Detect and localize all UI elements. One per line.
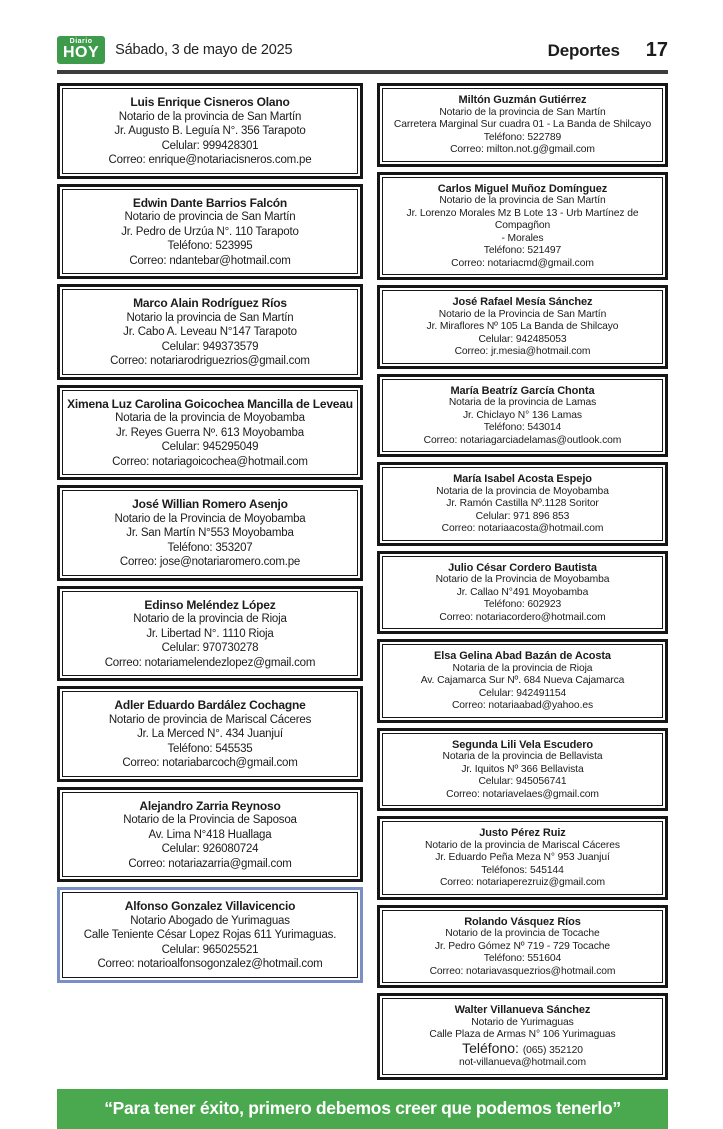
notary-detail-line: Teléfono: 543014 <box>483 422 562 433</box>
notary-card <box>377 83 668 167</box>
notary-detail-line: Correo: jr.mesia@hotmail.com <box>454 346 591 357</box>
notary-detail-line: Celular: 945295049 <box>161 441 259 453</box>
notary-name: Justo Pérez Ruiz <box>479 827 566 839</box>
notary-detail-line: Calle Teniente César Lopez Rojas 611 Yurimaguas. <box>83 929 337 941</box>
notary-card <box>57 284 363 380</box>
notary-card <box>377 551 668 635</box>
notary-card-inner <box>382 733 663 807</box>
notary-card <box>377 172 668 281</box>
notary-detail-line: Celular: 999428301 <box>161 139 259 152</box>
notary-card <box>377 728 668 812</box>
notary-name: Alfonso Gonzalez Villavicencio <box>124 899 296 913</box>
notary-name: María Isabel Acosta Espejo <box>453 473 592 485</box>
notary-detail-line: Jr. Libertad N°. 1110 Rioja <box>146 627 274 640</box>
notary-detail-line: Jr. Iquitos Nº 366 Bellavista <box>461 763 584 775</box>
notary-detail-line: Notario de la provincia de San Martín <box>439 195 606 206</box>
notary-detail-line: Jr. Reyes Guerra Nº. 613 Moyobamba <box>116 426 304 439</box>
right-column <box>377 83 668 1080</box>
header-right <box>548 39 668 62</box>
notary-name: Ximena Luz Carolina Goicochea Mancilla de Leveau <box>67 396 353 411</box>
notary-card-inner <box>62 189 358 275</box>
notary-detail-line: Celular: 949373579 <box>161 340 259 353</box>
notary-card <box>377 285 668 369</box>
notary-detail-line: Notario de la Provincia de Saposoa <box>123 814 297 826</box>
notary-name: Alejandro Zarria Reynoso <box>139 798 281 813</box>
notary-detail-line: Correo: notariacordero@hotmail.com <box>439 611 606 623</box>
notary-detail-line: Celular: 942491154 <box>478 687 567 699</box>
notary-detail-line: Jr. Cabo A. Leveau N°147 Tarapoto <box>123 326 297 338</box>
notary-name: Edinso Meléndez López <box>144 597 276 612</box>
notary-detail-line: Notario de la provincia de San Martín <box>439 106 606 118</box>
notary-detail-line: Jr. Chiclayo N° 136 Lamas <box>463 409 582 421</box>
listings-columns <box>57 83 668 1080</box>
logo-top-text: Diario <box>69 38 93 45</box>
notary-detail-line: Notario de la provincia de San Martín <box>118 110 302 123</box>
notary-detail-line: Notaria de la provincia de Bellavista <box>442 751 603 762</box>
notary-card <box>57 485 363 581</box>
notary-detail-line: Correo: notariavasquezrios@hotmail.com <box>429 965 616 977</box>
notary-card <box>57 686 363 782</box>
notary-detail-line: Jr. Miraflores Nº 105 La Banda de Shilcayo <box>426 321 619 332</box>
notary-detail-line: not-villanueva@hotmail.com <box>459 1057 586 1068</box>
notary-detail-line: Jr. Lorenzo Morales Mz B Lote 13 - Urb Martínez de Compagñon <box>406 207 639 231</box>
notary-card-inner <box>62 691 358 777</box>
notary-detail-line: Correo: milton.not.g@gmail.com <box>450 144 595 155</box>
notary-card <box>377 639 668 723</box>
notary-detail-line: Av. Cajamarca Sur Nº. 684 Nueva Cajamarca <box>420 675 625 686</box>
notary-card <box>57 887 363 983</box>
notary-detail-line: Correo: notariacmd@gmail.com <box>451 257 594 269</box>
notary-detail-line: Carretera Marginal Sur cuadra 01 - La Banda de Shilcayo <box>393 119 652 130</box>
notary-name: Segunda Lili Vela Escudero <box>451 738 594 751</box>
notary-card <box>57 586 363 682</box>
diario-hoy-logo <box>57 36 105 64</box>
notary-card-inner <box>62 892 358 978</box>
notary-detail-line: Correo: notariagarciadelamas@outlook.com <box>423 434 622 446</box>
notary-detail-line: Teléfonos: 545144 <box>481 864 564 876</box>
notary-detail-line: Av. Lima N°418 Huallaga <box>148 828 272 841</box>
notary-detail-line: Correo: notariagoicochea@hotmail.com <box>112 455 308 468</box>
notary-detail-line: Notaria de la provincia de Rioja <box>452 662 593 674</box>
notary-detail-line: Teléfono: 602923 <box>483 599 562 610</box>
notary-detail-line: Celular: 965025521 <box>161 943 259 956</box>
notary-detail-line: Notario de provincia de San Martín <box>124 211 296 223</box>
notary-detail-line: Jr. Eduardo Peña Meza N° 953 Juanjuí <box>435 852 610 863</box>
notary-name: Luis Enrique Cisneros Olano <box>130 95 290 109</box>
notary-detail-line: Notario la provincia de San Martín <box>126 311 294 324</box>
notary-detail-line: Jr. La Merced N°. 434 Juanjuí <box>137 728 283 740</box>
notary-detail-line: Jr. Ramón Castilla Nº.1128 Soritor <box>446 498 599 509</box>
edition-date: Sábado, 3 de mayo de 2025 <box>115 42 293 58</box>
notary-card <box>57 184 363 280</box>
notary-detail-line: Notario de la provincia de Tocache <box>445 928 600 939</box>
notary-name: María Beatríz García Chonta <box>450 384 595 397</box>
notary-detail-line: Notario de la Provincia de Moyobamba <box>114 512 306 525</box>
notary-name: Julio César Cordero Bautista <box>448 561 597 574</box>
footer-quote-bar <box>57 1089 668 1129</box>
notary-card-inner <box>382 556 663 630</box>
notary-card-inner <box>62 390 358 476</box>
notary-detail-line: Correo: notariaacosta@hotmail.com <box>441 523 604 534</box>
notary-card-inner <box>382 998 663 1075</box>
notary-card-inner <box>382 644 663 718</box>
notary-detail-line: Teléfono: 551604 <box>483 953 562 964</box>
notary-card <box>57 787 363 883</box>
notary-detail-line: Correo: notariaperezruiz@gmail.com <box>439 877 605 888</box>
notary-card-inner <box>382 467 663 541</box>
notary-card-inner <box>382 910 663 984</box>
notary-name: Marco Alain Rodríguez Ríos <box>133 296 287 310</box>
notary-detail-line: Teléfono: 522789 <box>483 131 562 143</box>
notary-detail-line: Jr. Pedro Gómez Nº 719 - 729 Tocache <box>434 940 611 952</box>
notary-card <box>377 993 668 1080</box>
section-title: Deportes <box>547 40 620 60</box>
notary-detail-line: Notaria de la provincia de Moyobamba <box>115 412 305 424</box>
notary-name: Carlos Miguel Muñoz Domínguez <box>437 182 608 195</box>
notary-detail-line: Jr. San Martín N°553 Moyobamba <box>126 527 294 539</box>
notary-card-inner <box>382 821 663 895</box>
notary-detail-line: Correo: notariamelendezlopez@gmail.com <box>104 656 316 669</box>
notary-detail-line: Celular: 945056741 <box>478 776 567 787</box>
footer-quote: “Para tener éxito, primero debemos creer que podemos tenerlo” <box>104 1097 621 1118</box>
notary-card <box>377 462 668 546</box>
notary-detail-line: Teléfono: 545535 <box>167 742 253 755</box>
phone-label-large: Teléfono: <box>462 1039 523 1056</box>
notary-detail-line: Correo: notariabarcoch@gmail.com <box>122 757 298 769</box>
notary-name: Edwin Dante Barrios Falcón <box>132 195 288 210</box>
notary-detail-line: Notario de Yurimaguas <box>471 1016 574 1028</box>
page-number: 17 <box>645 38 668 61</box>
notary-detail-line: Notario de la provincia de Mariscal Cáceres <box>425 839 620 851</box>
notary-card-inner <box>62 289 358 375</box>
notary-detail-line: Correo: enrique@notariacisneros.com.pe <box>108 154 312 166</box>
logo-main-text: HOY <box>63 44 100 61</box>
notary-card-inner <box>382 379 663 453</box>
notary-detail-line: Notario Abogado de Yurimaguas <box>130 914 290 927</box>
notary-detail-line: Celular: 971 896 853 <box>475 510 570 522</box>
notary-name: Adler Eduardo Bardález Cochagne <box>114 698 306 712</box>
notary-card-inner <box>62 88 358 174</box>
notary-detail-line: Notario de la Provincia de San Martín <box>438 308 607 320</box>
notary-card <box>57 83 363 179</box>
notary-detail-line: Calle Plaza de Armas N° 106 Yurimaguas <box>429 1029 616 1040</box>
notary-detail-line: Teléfono: 521497 <box>483 245 562 256</box>
notary-card <box>377 816 668 900</box>
notary-card-inner <box>382 290 663 364</box>
notary-detail-line: Teléfono: 353207 <box>167 541 253 554</box>
notary-name: José Rafael Mesía Sánchez <box>452 296 593 308</box>
notary-card-inner <box>62 792 358 878</box>
notary-detail-line: Correo: notariavelaes@gmail.com <box>446 788 599 800</box>
notary-detail-line: Correo: ndantebar@hotmail.com <box>129 254 291 267</box>
notary-card <box>377 374 668 458</box>
notary-detail-line: Correo: notariazarria@gmail.com <box>128 857 292 870</box>
notary-name: Walter Villanueva Sánchez <box>454 1004 591 1016</box>
notary-card <box>57 385 363 481</box>
notary-detail-line: Celular: 970730278 <box>161 642 259 654</box>
notary-name: Miltón Guzmán Gutiérrez <box>458 94 587 106</box>
notary-detail-line: Notario de provincia de Mariscal Cáceres <box>108 713 312 726</box>
notary-detail-line: - Morales <box>501 232 544 244</box>
notary-card-inner <box>382 177 663 276</box>
notary-detail-line: Jr. Augusto B. Leguía N°. 356 Tarapoto <box>114 125 306 137</box>
notary-detail-line: Notario de la Provincia de Moyobamba <box>435 574 610 585</box>
notary-detail-line: Correo: notarioalfonsogonzalez@hotmail.com <box>97 958 323 970</box>
notary-detail-line: Teléfono: (065) 352120 <box>462 1039 583 1056</box>
notary-detail-line: Jr. Pedro de Urzúa N°. 110 Tarapoto <box>121 225 299 238</box>
notary-detail-line: Correo: jose@notariaromero.com.pe <box>119 556 301 568</box>
notary-detail-line: Notaria de la provincia de Lamas <box>448 397 597 408</box>
notary-card-inner <box>382 88 663 162</box>
notary-name: José Willian Romero Asenjo <box>132 497 288 511</box>
left-column <box>57 83 363 1080</box>
notary-detail-line: Jr. Callao N°491 Moyobamba <box>456 586 589 598</box>
notary-detail-line: Celular: 942485053 <box>478 333 567 345</box>
page-header <box>57 36 668 74</box>
notary-card-inner <box>62 490 358 576</box>
notary-detail-line: Teléfono: 523995 <box>167 240 253 252</box>
notary-detail-line: Correo: notariarodriguezrios@gmail.com <box>110 355 310 367</box>
notary-card <box>377 905 668 989</box>
notary-detail-line: Notario de la provincia de Rioja <box>133 613 287 625</box>
notary-card-inner <box>62 591 358 677</box>
notary-detail-line: Correo: notariaabad@yahoo.es <box>451 700 593 711</box>
notary-name: Rolando Vásquez Ríos <box>464 915 581 928</box>
notary-detail-line: Notaria de la provincia de Moyobamba <box>436 485 609 497</box>
notary-detail-line: Celular: 926080724 <box>161 843 259 855</box>
notary-name: Elsa Gelina Abad Bazán de Acosta <box>434 650 611 662</box>
